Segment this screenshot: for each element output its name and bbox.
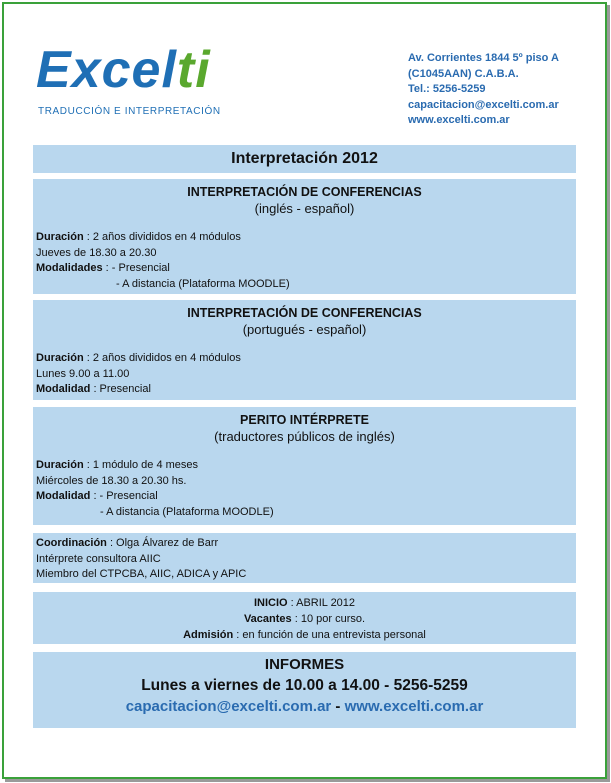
course-heading: INTERPRETACIÓN DE CONFERENCIAS	[187, 306, 422, 320]
informes-box	[33, 652, 576, 728]
course-details	[33, 230, 576, 292]
duration-label: Duración	[36, 352, 84, 364]
modality-label: Modalidad	[36, 383, 91, 395]
course-card-2	[33, 300, 576, 400]
address-line-2: (C1045AAN) C.A.B.A.	[408, 67, 519, 80]
admission-label: Admisión	[183, 629, 234, 641]
course-languages: (portugués - español)	[242, 322, 367, 337]
logo-part-excel: Excel	[36, 41, 177, 99]
phone: Tel.: 5256-5259	[408, 83, 486, 95]
vacancies-value: : 10 por curso.	[291, 613, 366, 625]
informes-heading: INFORMES	[264, 656, 345, 673]
coordinator-name: : Olga Álvarez de Barr	[106, 537, 219, 549]
excelti-logo	[36, 40, 236, 122]
course-details	[33, 351, 576, 398]
address-line-1: Av. Corrientes 1844 5º piso A	[408, 52, 559, 64]
coordinator-memberships: Miembro del CTPCBA, AIIC, ADICA y APIC	[36, 568, 247, 580]
informes-web-link[interactable]: www.excelti.com.ar	[344, 698, 484, 715]
duration-label: Duración	[36, 459, 84, 471]
duration-label: Duración	[36, 231, 84, 243]
course-heading: INTERPRETACIÓN DE CONFERENCIAS	[187, 185, 422, 199]
informes-separator: -	[331, 698, 345, 715]
modality-value: : Presencial	[90, 383, 151, 395]
modality-label: Modalidades	[36, 262, 103, 274]
duration-value: : 2 años divididos en 4 módulos	[83, 231, 241, 243]
duration-value: : 1 módulo de 4 meses	[83, 459, 199, 471]
modality-value: : - Presencial	[102, 262, 170, 274]
course-card-3	[33, 407, 576, 525]
logo-tagline: TRADUCCIÓN E INTERPRETACIÓN	[38, 106, 221, 117]
contact-web-link[interactable]: www.excelti.com.ar	[408, 114, 510, 126]
modality-value-2: - A distancia (Plataforma MOODLE)	[116, 277, 290, 290]
contact-block	[408, 51, 559, 129]
start-value: : ABRIL 2012	[287, 597, 356, 609]
informes-links	[33, 696, 576, 717]
course-details	[33, 458, 576, 520]
page-title: Interpretación 2012	[33, 145, 576, 173]
duration-value: : 2 años divididos en 4 módulos	[83, 352, 241, 364]
schedule: Miércoles de 18.30 a 20.30 hs.	[36, 474, 187, 487]
start-label: INICIO	[253, 597, 288, 609]
modality-value: : - Presencial	[90, 490, 158, 502]
informes-email-link[interactable]: capacitacion@excelti.com.ar	[125, 698, 332, 715]
contact-email-link[interactable]: capacitacion@excelti.com.ar	[408, 98, 559, 111]
coordination-label: Coordinación	[36, 537, 107, 549]
modality-value-2: - A distancia (Plataforma MOODLE)	[100, 505, 274, 518]
course-languages: (traductores públicos de inglés)	[214, 429, 395, 444]
schedule: Lunes 9.00 a 11.00	[36, 367, 130, 380]
start-info-box	[33, 592, 576, 644]
logo-part-ti: ti	[176, 41, 211, 99]
admission-value: : en función de una entrevista personal	[233, 629, 426, 641]
modality-label: Modalidad	[36, 490, 91, 502]
coordination-box	[33, 533, 576, 583]
course-card-1	[33, 179, 576, 294]
schedule: Jueves de 18.30 a 20.30	[36, 246, 157, 259]
vacancies-label: Vacantes	[243, 613, 292, 625]
course-heading: PERITO INTÉRPRETE	[240, 413, 369, 427]
informes-hours: Lunes a viernes de 10.00 a 14.00 - 5256-5259	[141, 677, 468, 694]
course-languages: (inglés - español)	[254, 201, 355, 216]
coordinator-role: Intérprete consultora AIIC	[36, 552, 161, 565]
logo-wordmark	[36, 40, 211, 100]
